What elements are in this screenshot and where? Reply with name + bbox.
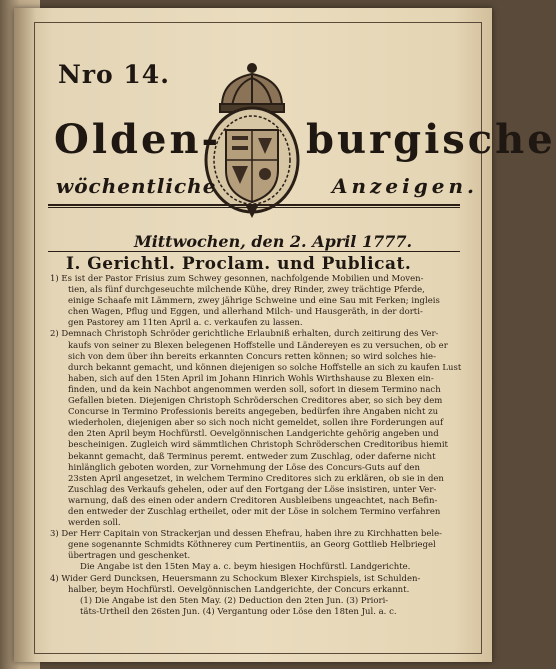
text-line: Die Angabe ist den 15ten May a. c. beym hiesigen Hochfürstl. Landgerichte. [80,562,411,573]
page-spine-shadow [14,8,36,662]
text-line: durch bekannt gemacht, und können diejenigen so solche Hoffstelle an sich zu kaufen Lust [68,362,462,373]
text-line: chen Wagen, Pflug und Eggen, und allerhand Milch- und Hausgeräth, in der dorti- [68,307,423,318]
text-line: Concurse in Termino Professionis bereits angegeben, bedürfen ihre Angaben nicht zu [68,407,439,418]
masthead-title-right: burgische [306,116,556,163]
text-line: 2) Demnach Christoph Schröder gerichtliche Erlaubniß erhalten, durch zeitirung des Ver- [50,329,439,340]
newspaper-page [14,8,556,662]
masthead-rule-top [48,204,460,206]
text-line: wiederholen, diejenigen aber so sich noch nicht gemeldet, sollen ihre Forderungen auf [68,418,444,429]
text-line: sich von dem über ihn bereits erkannten Concurs retten können; so wird solches hie- [68,351,436,362]
text-line: haben, sich auf den 15ten April im Johann Hinrich Wohls Wirthshause zu Blexen ein- [68,373,434,384]
text-line: 3) Der Herr Capitain von Strackerjan und dessen Ehefrau, haben ihre zu Kirchhatten bele- [50,529,442,540]
text-line: tien, als fünf durchgeseuchte milchende Kühe, drey Rinder, zwey trächtige Pferde, [68,285,425,296]
issue-date: Mittwochen, den 2. April 1777. [134,232,413,251]
date-rule [48,251,460,252]
section-title: I. Gerichtl. Proclam. und Publicat. [66,254,412,274]
text-line: Zuschlag des Verkaufs gehelen, oder auf den Fortgang der Löse insistiren, unter Ver- [68,484,437,495]
text-line: halber, beym Hochfürstl. Oevelgönnischen Landgerichte, der Concurs erkannt. [68,584,410,595]
text-line: bekannt gemacht, daß Terminus peremt. entweder zum Zuschlag, oder daferne nicht [68,451,436,462]
masthead-subtitle-right: Anzeigen. [332,174,478,198]
text-line: hinlänglich geboten worden, zur Vornehmung der Löse des Concurs-Guts auf den [68,462,420,473]
masthead-rule-bottom [48,207,460,208]
issue-number: Nro 14. [58,60,170,89]
text-line: 23sten April angesetzet, in welchem Termino Creditores sich zu erklären, ob sie in den [68,473,444,484]
text-line: den entweder der Zuschlag ertheilet, oder mit der Löse in solchem Termino verfahren [68,506,441,517]
text-line: Gefallen bieten. Diejenigen Christoph Schröderschen Creditores aber, so sich bey dem [68,396,443,407]
masthead-title-left: Olden- [54,116,222,163]
text-line: finden, und da kein Nachbot angenommen werden soll, sofort in diesem Termino nach [68,384,441,395]
text-line: übertragen und geschenket. [68,551,191,562]
text-line: einige Schaafe mit Lämmern, zwey jährige Schweine und eine Sau mit Ferken; ingleis [68,296,440,307]
text-line: 4) Wider Gerd Duncksen, Heuersmann zu Schockum Blexer Kirchspiels, ist Schulden- [50,573,421,584]
text-line: kaufs von seiner zu Blexen belegenen Hoffstelle und Ländereyen es zu versuchen, ob er [68,340,448,351]
text-line: den 2ten April beym Hochfürstl. Oevelgönnischen Landgerichte gehörig angeben und [68,429,439,440]
article-body [50,274,462,618]
text-line: warnung, daß des einen oder andern Creditoren Ausbleibens ungeachtet, nach Befin- [68,495,438,506]
text-line: bescheinigen. Zugleich wird sämmtlichen Christoph Schröderschen Creditoribus hiemit [68,440,448,451]
masthead-subtitle-left: wöchentliche [56,174,217,198]
text-line: werden soll. [68,518,121,529]
text-line: (1) Die Angabe ist den 5ten May. (2) Deduction den 2ten Jun. (3) Priori- [80,595,389,606]
text-line: gene sogenannte Schmidts Köthnerey cum Pertinentiis, an Georg Gottlieb Helbriegel [68,540,436,551]
text-line: 1) Es ist der Pastor Frisius zum Schwey gesonnen, nachfolgende Mobilien und Moven- [50,274,424,284]
text-line: täts-Urtheil den 26sten Jun. (4) Vergantung oder Löse den 18ten Jul. a. c. [80,606,397,617]
text-line: gen Pastorey am 11ten April a. c. verkaufen zu lassen. [68,318,303,329]
